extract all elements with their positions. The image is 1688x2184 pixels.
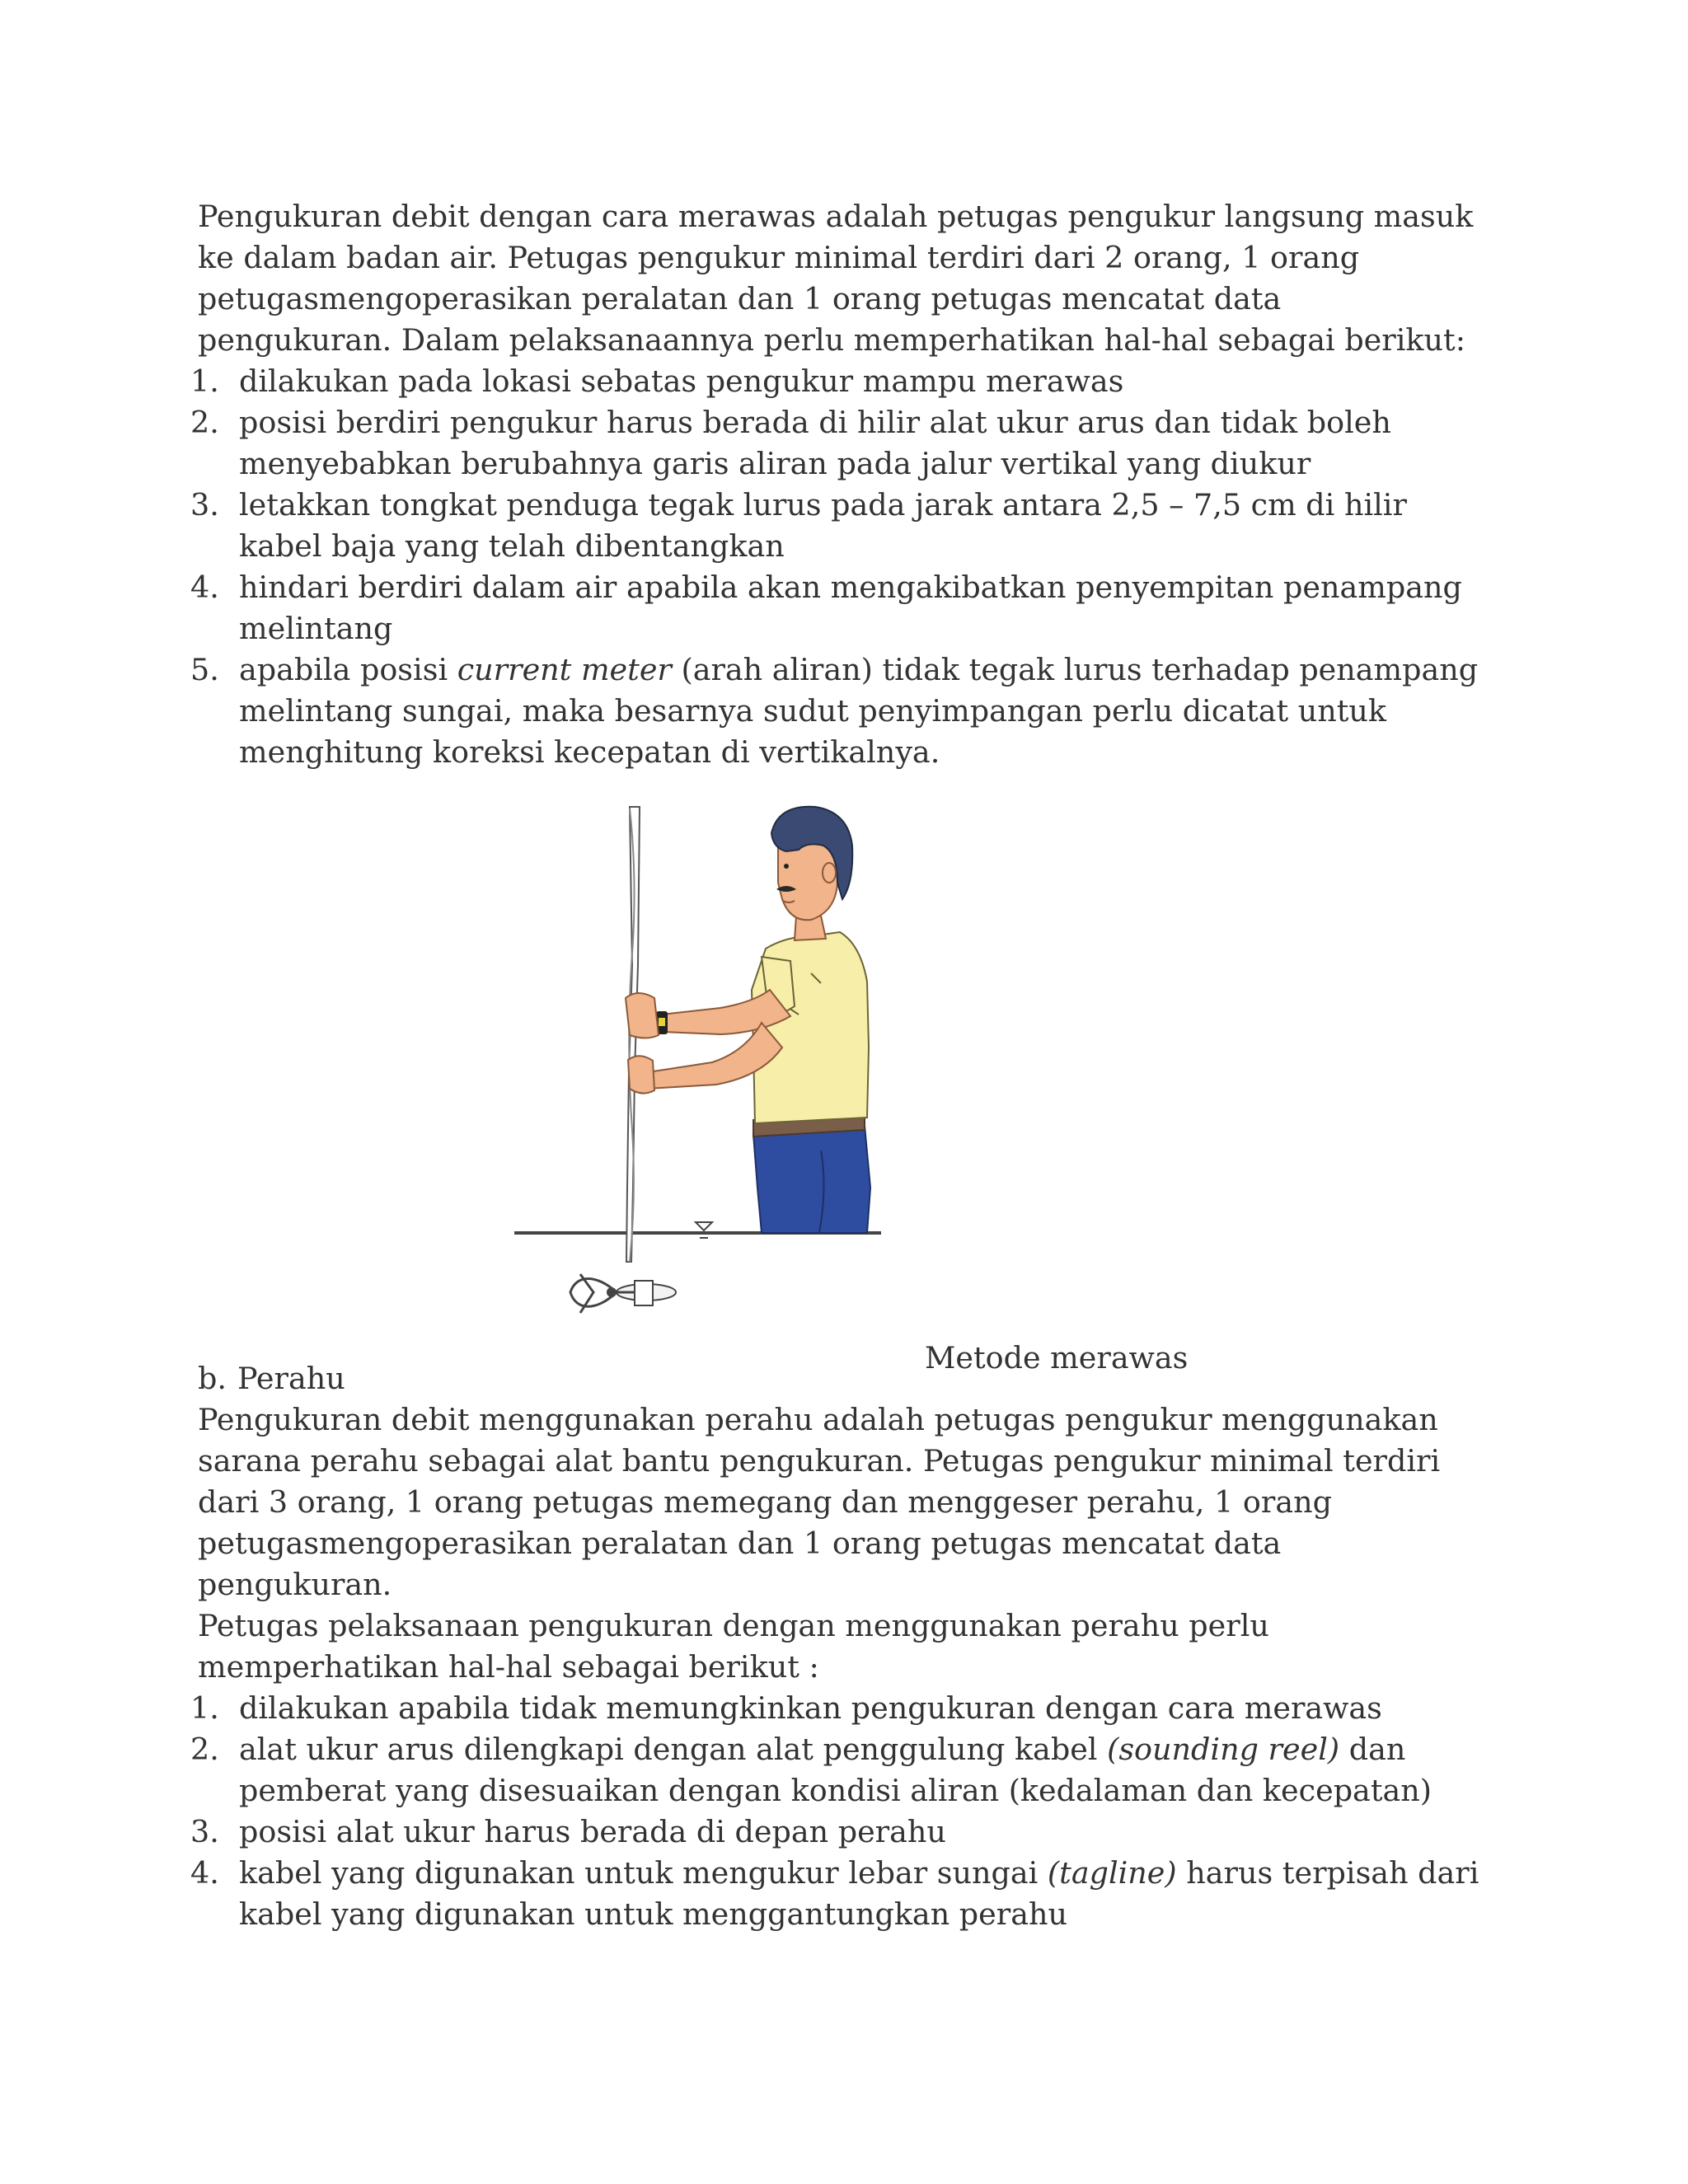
- perahu-steps-list: [190, 1688, 1484, 1935]
- list-item: [190, 1688, 1484, 1729]
- list-text: posisi berdiri pengukur harus berada di hilir alat ukur arus dan tidak boleh menyebabkan berubahnya garis aliran pada jalur vertikal yang diukur: [239, 405, 1391, 481]
- list-text-post: dan pemberat yang disesuaikan dengan kondisi aliran (kedalaman dan kecepatan): [239, 1732, 1432, 1808]
- list-text-pre: alat ukur arus dilengkapi dengan alat penggulung kabel: [239, 1732, 1108, 1767]
- list-item: [190, 1729, 1484, 1811]
- perahu-paragraph-2: Petugas pelaksanaan pengukuran dengan menggunakan perahu perlu memperhatikan hal-hal sebagai berikut :: [198, 1608, 1269, 1685]
- merawas-steps-list: [190, 361, 1484, 773]
- list-text-post: harus terpisah dari kabel yang digunakan untuk menggantungkan perahu: [239, 1855, 1479, 1932]
- list-number: 4.: [190, 569, 219, 605]
- list-number: 2.: [190, 1732, 219, 1767]
- list-item: [190, 567, 1484, 649]
- list-number: 3.: [190, 487, 219, 523]
- list-number: 4.: [190, 1855, 219, 1891]
- list-number: 5.: [190, 652, 219, 687]
- list-item: [190, 361, 1484, 402]
- list-text: letakkan tongkat penduga tegak lurus pada jarak antara 2,5 – 7,5 cm di hilir kabel baja yang telah dibentangkan: [239, 487, 1407, 564]
- list-number: 3.: [190, 1814, 219, 1849]
- list-item: [190, 649, 1484, 773]
- section-letter: b.: [198, 1361, 227, 1396]
- list-text-italic: (sounding reel): [1107, 1732, 1340, 1767]
- figure-caption: Metode merawas: [925, 1340, 1189, 1376]
- list-text-pre: apabila posisi: [239, 652, 457, 687]
- section-title: Perahu: [237, 1361, 345, 1396]
- list-item: [190, 1811, 1484, 1853]
- list-text: dilakukan pada lokasi sebatas pengukur mampu merawas: [239, 363, 1124, 399]
- list-text-italic: (tagline): [1047, 1855, 1177, 1891]
- document-page: [190, 196, 1484, 1935]
- list-text: hindari berdiri dalam air apabila akan mengakibatkan penyempitan penampang melintang: [239, 569, 1462, 646]
- section-heading: [198, 1358, 1484, 1399]
- list-number: 2.: [190, 405, 219, 440]
- list-text-pre: kabel yang digunakan untuk mengukur lebar sungai: [239, 1855, 1048, 1891]
- list-text-pre: dilakukan apabila tidak memungkinkan pengukuran dengan cara merawas: [239, 1690, 1382, 1726]
- figure-merawas: [198, 773, 1484, 1376]
- wading-illustration: [514, 800, 1083, 1344]
- list-number: 1.: [190, 1690, 219, 1726]
- list-text-post: (arah aliran) tidak tegak lurus terhadap penampang melintang sungai, maka besarnya sudut penyimpangan perlu dicatat untuk menghitung koreksi kecepatan di vertikalnya.: [239, 652, 1479, 770]
- list-text-italic: current meter: [457, 652, 672, 687]
- perahu-paragraph-1: Pengukuran debit menggunakan perahu adalah petugas pengukur menggunakan sarana perahu sebagai alat bantu pengukuran. Petugas pengukur minimal terdiri dari 3 orang, 1 orang petugas memegang dan menggeser perahu, 1 orang petugasmengoperasikan peralatan dan 1 orang petugas mencatat data pengukuran.: [198, 1402, 1441, 1602]
- list-text-pre: posisi alat ukur harus berada di depan perahu: [239, 1814, 946, 1849]
- intro-paragraph: Pengukuran debit dengan cara merawas adalah petugas pengukur langsung masuk ke dalam badan air. Petugas pengukur minimal terdiri dari 2 orang, 1 orang petugasmengoperasikan peralatan dan 1 orang petugas mencatat data pengukuran. Dalam pelaksanaannya perlu memperhatikan hal-hal sebagai berikut:: [198, 199, 1474, 358]
- list-item: [190, 1853, 1484, 1935]
- list-number: 1.: [190, 363, 219, 399]
- list-item: [190, 402, 1484, 485]
- list-item: [190, 485, 1484, 567]
